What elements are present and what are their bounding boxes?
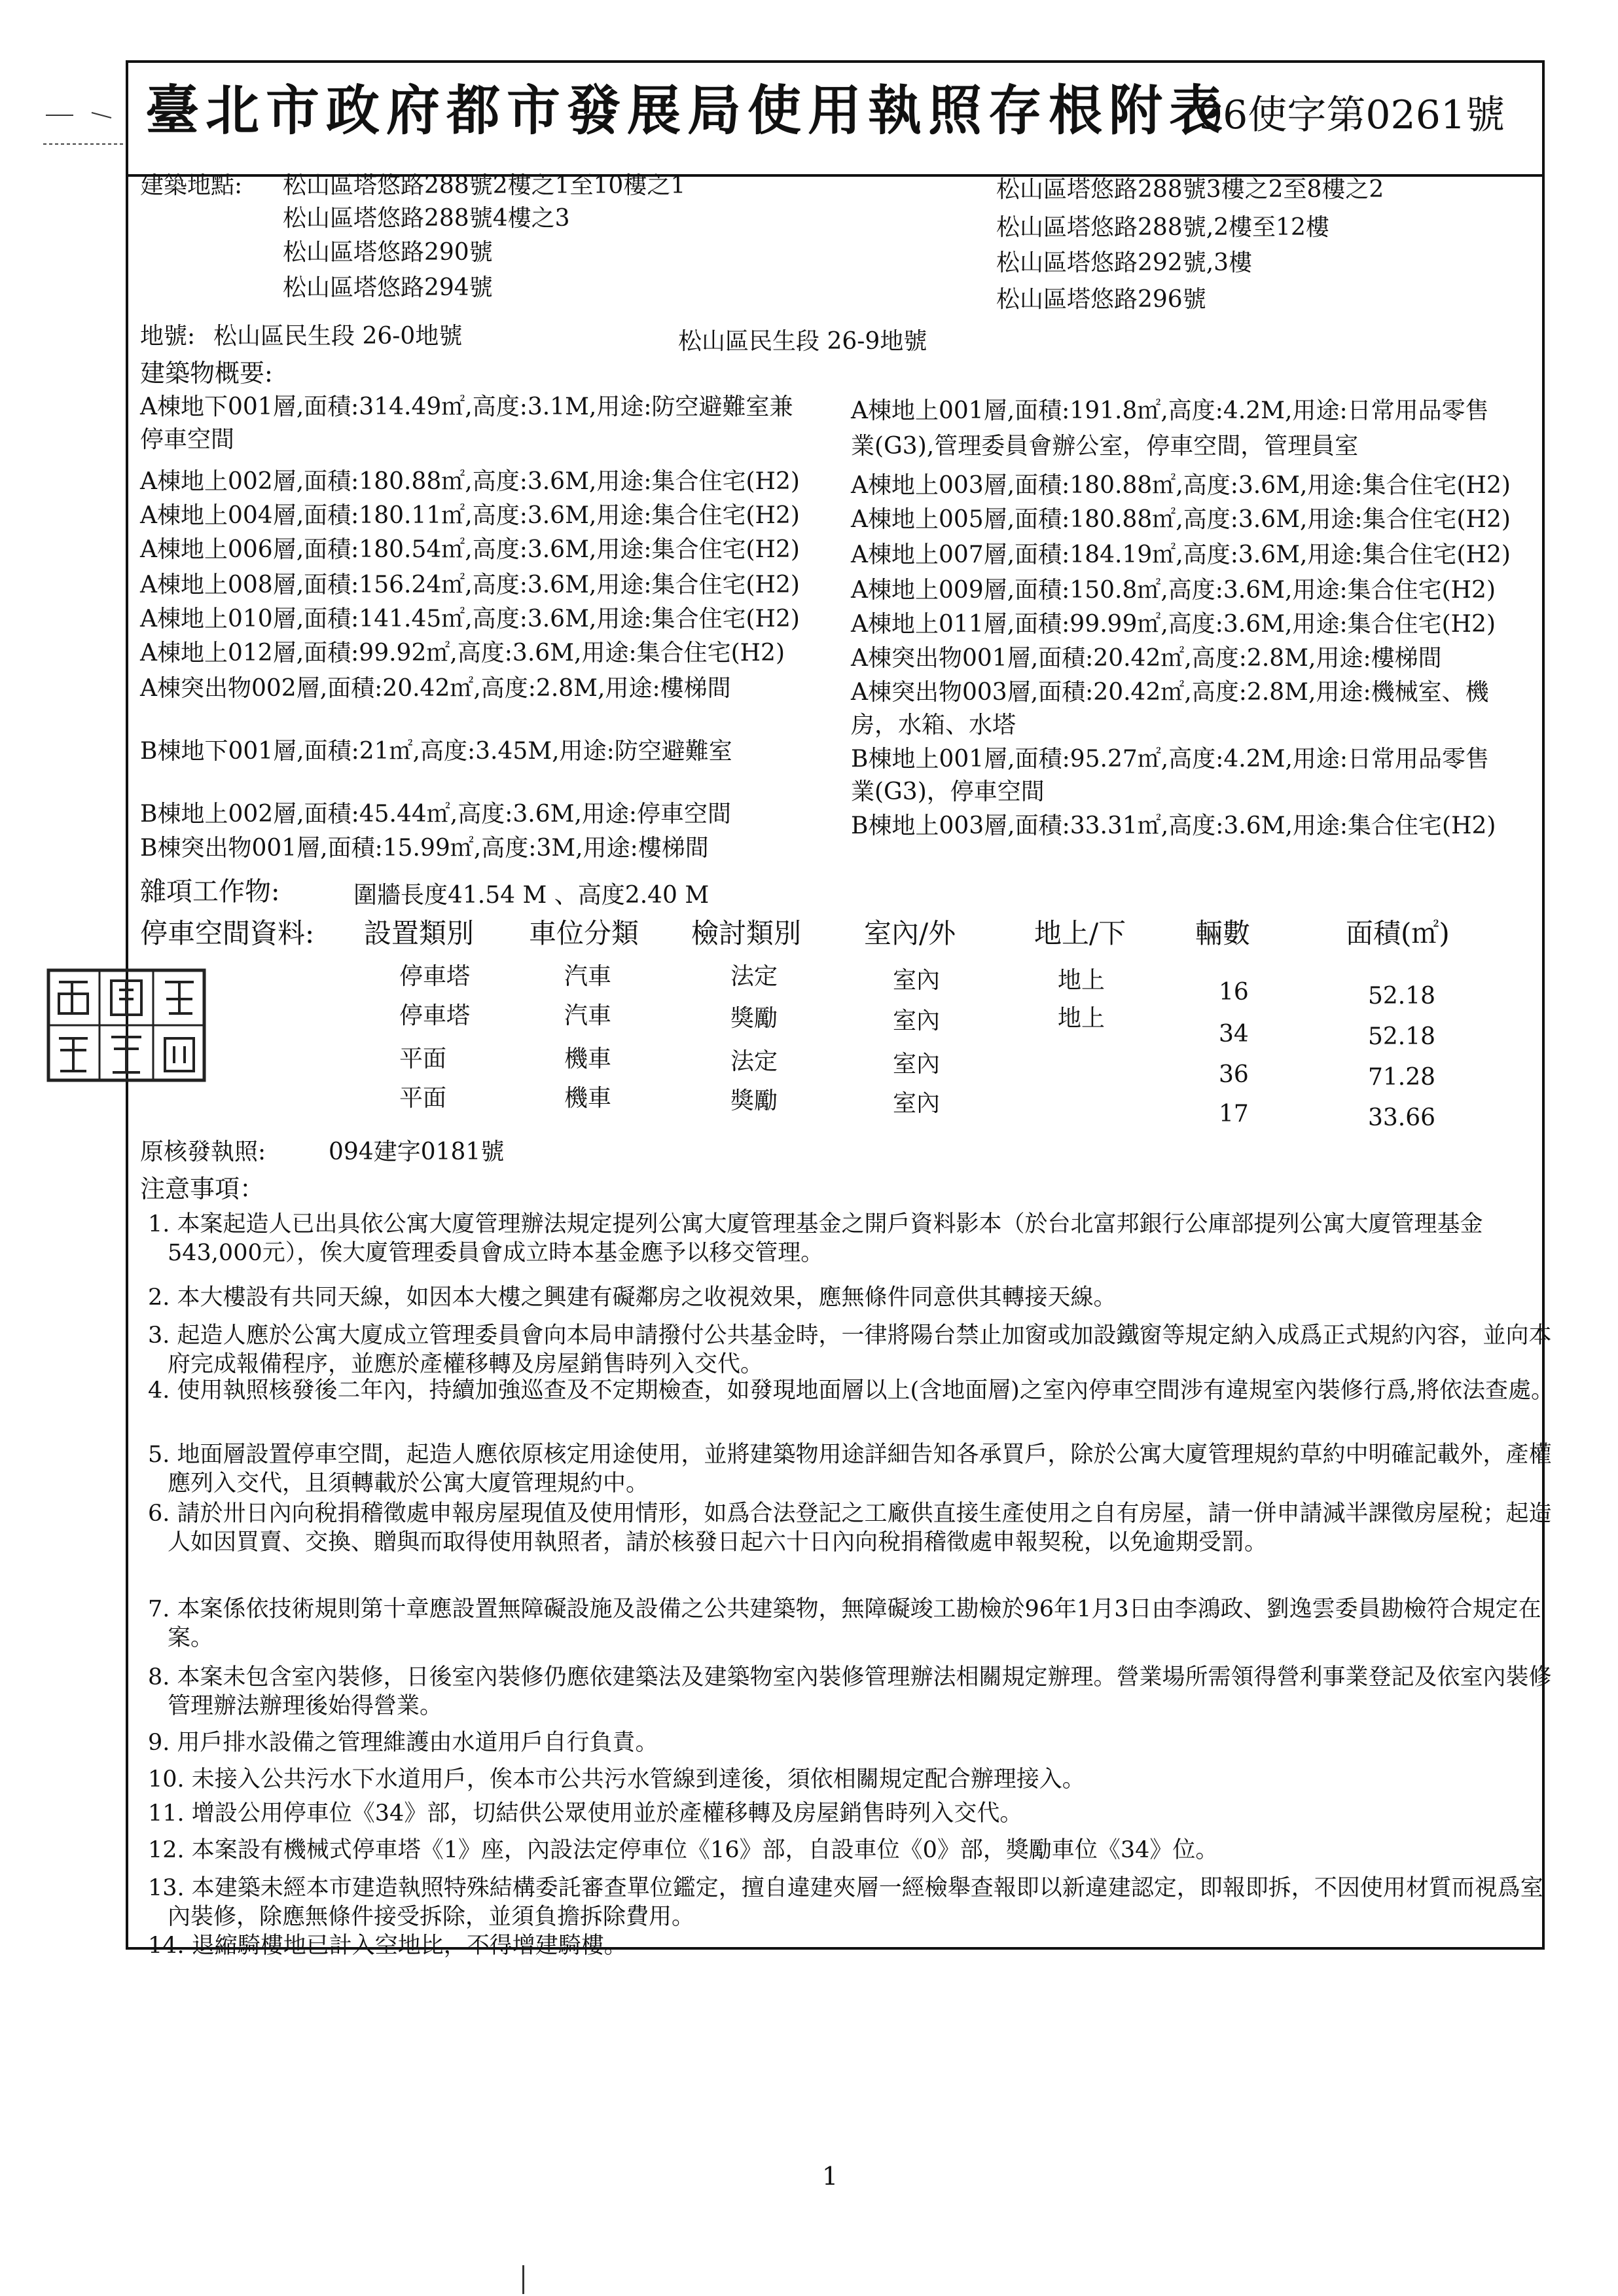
cell: 法定 (730, 1048, 778, 1075)
summary-right-13: B棟地上003層,面積:33.31㎡,高度:3.6M,用途:集合住宅(H2) (851, 812, 1496, 839)
cell: 汽車 (564, 963, 612, 990)
misc-label: 雜項工作物: (140, 877, 280, 907)
summary-left-3: A棟地上002層,面積:180.88㎡,高度:3.6M,用途:集合住宅(H2) (140, 468, 800, 495)
summary-left-8: A棟地上012層,面積:99.92㎡,高度:3.6M,用途:集合住宅(H2) (140, 640, 785, 666)
cell: 室內 (893, 1051, 941, 1078)
cell: 地上 (1058, 967, 1106, 994)
cell: 52.18 (1368, 983, 1436, 1010)
original-permit-value: 094建字0181號 (329, 1139, 505, 1165)
summary-right-7: A棟地上011層,面積:99.99㎡,高度:3.6M,用途:集合住宅(H2) (851, 611, 1496, 638)
list-item: 3. 起造人應於公寓大廈成立管理委員會向本局申請撥付公共基金時，一律將陽台禁止加窗或加設鐵窗等規定納入成爲正式規約內容，並向本府完成報備程序，並應於產權移轉及房屋銷售時列入交代。 (148, 1322, 1552, 1377)
summary-left-9: A棟突出物002層,面積:20.42㎡,高度:2.8M,用途:樓梯間 (140, 675, 731, 702)
summary-right-8: A棟突出物001層,面積:20.42㎡,高度:2.8M,用途:樓梯間 (851, 645, 1442, 672)
list-item: 12. 本案設有機械式停車塔《1》座，內設法定停車位《16》部，自設車位《0》部，獎勵車位《34》位。 (148, 1837, 1219, 1863)
list-item: 7. 本案係依技術規則第十章應設置無障礙設施及設備之公共建築物，無障礙竣工勘檢於96年1月3日由李鴻政、劉逸雲委員勘檢符合規定在案。 (148, 1596, 1541, 1651)
official-seal (46, 968, 207, 1083)
location-left-2: 松山區塔悠路288號4樓之3 (283, 205, 570, 232)
summary-right-12: 業(G3)，停車空間 (851, 778, 1045, 805)
summary-right-6: A棟地上009層,面積:150.8㎡,高度:3.6M,用途:集合住宅(H2) (851, 577, 1496, 604)
summary-left-1: A棟地下001層,面積:314.49㎡,高度:3.1M,用途:防空避難室兼 (140, 393, 793, 420)
scan-mark (522, 2265, 524, 2294)
summary-left-5: A棟地上006層,面積:180.54㎡,高度:3.6M,用途:集合住宅(H2) (140, 536, 800, 563)
summary-left-11: B棟地下001層,面積:21㎡,高度:3.45M,用途:防空避難室 (140, 738, 732, 765)
cell: 汽車 (564, 1002, 612, 1029)
list-item: 6. 請於卅日內向稅捐稽徵處申報房屋現值及使用情形，如爲合法登記之工廠供直接生產使用之自有房屋，請一併申請減半課徵房屋稅；起造人如因買賣、交換、贈與而取得使用執照者，請於核發日起六十日內向稅捐稽徵處申報契稅，以免逾期受罰。 (148, 1501, 1552, 1556)
lot-value-2: 松山區民生段 26-9地號 (678, 328, 927, 355)
location-right-3: 松山區塔悠路292號,3樓 (996, 249, 1253, 276)
parking-header-review: 檢討類別 (691, 917, 802, 949)
cell: 71.28 (1368, 1064, 1436, 1091)
parking-header-level: 地上/下 (1034, 917, 1126, 949)
summary-left-4: A棟地上004層,面積:180.11㎡,高度:3.6M,用途:集合住宅(H2) (140, 502, 800, 529)
document-title: 臺北市政府都市發展局使用執照存根附表 (145, 79, 1230, 142)
location-left-4: 松山區塔悠路294號 (283, 274, 493, 301)
parking-header-area: 面積(㎡) (1346, 917, 1450, 949)
list-item: 10. 未接入公共污水下水道用戶，俟本市公共污水管線到達後，須依相關規定配合辦理接入。 (148, 1766, 1085, 1793)
cell: 16 (1219, 979, 1249, 1006)
cell: 17 (1219, 1101, 1249, 1127)
list-item: 1. 本案起造人已出具依公寓大廈管理辦法規定提列公寓大廈管理基金之開戶資料影本（於台北富邦銀行公庫部提列公寓大廈管理基金543,000元），俟大廈管理委員會成立時本基金應予以移交管理。 (148, 1211, 1483, 1266)
list-item: 11. 增設公用停車位《34》部，切結供公眾使用並於產權移轉及房屋銷售時列入交代。 (148, 1800, 1023, 1827)
summary-right-3: A棟地上003層,面積:180.88㎡,高度:3.6M,用途:集合住宅(H2) (851, 472, 1511, 499)
cell: 平面 (399, 1046, 447, 1072)
location-label: 建築地點: (140, 172, 243, 199)
list-item: 5. 地面層設置停車空間，起造人應依原核定用途使用，並將建築物用途詳細告知各承買戶，除於公寓大廈管理規約草約中明確記載外，產權應列入交代，且須轉載於公寓大廈管理規約中。 (148, 1442, 1552, 1497)
parking-header-count: 輛數 (1195, 917, 1251, 949)
parking-label: 停車空間資料: (140, 917, 315, 949)
parking-header-inout: 室內/外 (864, 917, 956, 949)
lot-label: 地號: (140, 323, 196, 350)
summary-right-1: A棟地上001層,面積:191.8㎡,高度:4.2M,用途:日常用品零售 (851, 397, 1489, 424)
cell: 獎勵 (730, 1005, 778, 1032)
list-item: 14. 退縮騎樓地已計入空地比，不得增建騎樓。 (148, 1933, 627, 1959)
cell: 地上 (1058, 1005, 1106, 1032)
list-item: 2. 本大樓設有共同天線，如因本大樓之興建有礙鄰房之收視效果，應無條件同意供其轉接天線。 (148, 1285, 1117, 1311)
parking-header-class: 車位分類 (529, 917, 639, 949)
lot-value-1: 松山區民生段 26-0地號 (213, 323, 463, 350)
cell: 室內 (893, 1090, 941, 1117)
summary-right-4: A棟地上005層,面積:180.88㎡,高度:3.6M,用途:集合住宅(H2) (851, 506, 1511, 533)
summary-right-2: 業(G3),管理委員會辦公室，停車空間，管理員室 (851, 433, 1359, 460)
cell: 室內 (893, 967, 941, 994)
original-permit-label: 原核發執照: (140, 1139, 266, 1165)
summary-left-13: B棟地上002層,面積:45.44㎡,高度:3.6M,用途:停車空間 (140, 801, 732, 828)
cell: 停車塔 (399, 963, 471, 990)
location-left-3: 松山區塔悠路290號 (283, 239, 493, 266)
cell: 機車 (564, 1046, 612, 1072)
summary-left-2: 停車空間 (140, 426, 235, 453)
cell: 停車塔 (399, 1002, 471, 1029)
summary-right-10: 房，水箱、水塔 (851, 712, 1016, 738)
page-number: 1 (822, 2162, 838, 2191)
margin-marks (39, 103, 131, 156)
list-item: 13. 本建築未經本市建造執照特殊結構委託審查單位鑑定，擅自違建夾層一經檢舉查報即以新違建認定，即報即拆，不因使用材質而視爲室內裝修，除應無條件接受拆除，並須負擔拆除費用。 (148, 1875, 1543, 1930)
summary-right-11: B棟地上001層,面積:95.27㎡,高度:4.2M,用途:日常用品零售 (851, 746, 1490, 773)
location-right-2: 松山區塔悠路288號,2樓至12樓 (996, 214, 1329, 241)
cell: 平面 (399, 1085, 447, 1112)
list-item: 4. 使用執照核發後二年內，持續加強巡查及不定期檢查，如發現地面層以上(含地面層)之室內停車空間涉有違規室內裝修行爲,將依法查處。 (148, 1377, 1554, 1404)
notes-label: 注意事項： (140, 1175, 265, 1203)
summary-left-14: B棟突出物001層,面積:15.99㎡,高度:3M,用途:樓梯間 (140, 835, 709, 862)
misc-value: 圍牆長度41.54 M 、高度2.40 M (353, 882, 710, 909)
parking-header-type: 設置類別 (364, 917, 475, 949)
summary-left-6: A棟地上008層,面積:156.24㎡,高度:3.6M,用途:集合住宅(H2) (140, 572, 800, 598)
cell: 機車 (564, 1085, 612, 1112)
cell: 33.66 (1368, 1104, 1436, 1131)
cell: 法定 (730, 963, 778, 990)
cell: 室內 (893, 1008, 941, 1034)
permit-number: 96使字第0261號 (1198, 92, 1505, 138)
cell: 獎勵 (730, 1087, 778, 1114)
list-item: 9. 用戶排水設備之管理維護由水道用戶自行負責。 (148, 1730, 658, 1756)
summary-label: 建築物概要: (140, 359, 273, 388)
location-right-1: 松山區塔悠路288號3樓之2至8樓之2 (996, 176, 1384, 203)
summary-right-5: A棟地上007層,面積:184.19㎡,高度:3.6M,用途:集合住宅(H2) (851, 541, 1511, 568)
summary-right-9: A棟突出物003層,面積:20.42㎡,高度:2.8M,用途:機械室、機 (851, 679, 1489, 706)
cell: 34 (1219, 1021, 1249, 1048)
cell: 36 (1219, 1061, 1249, 1088)
location-right-4: 松山區塔悠路296號 (996, 286, 1206, 313)
cell: 52.18 (1368, 1023, 1436, 1050)
summary-left-7: A棟地上010層,面積:141.45㎡,高度:3.6M,用途:集合住宅(H2) (140, 606, 800, 632)
list-item: 8. 本案未包含室內裝修，日後室內裝修仍應依建築法及建築物室內裝修管理辦法相關規定辦理。營業場所需領得營利事業登記及依室內裝修管理辦法辦理後始得營業。 (148, 1664, 1552, 1719)
location-left-1: 松山區塔悠路288號2樓之1至10樓之1 (283, 172, 686, 199)
